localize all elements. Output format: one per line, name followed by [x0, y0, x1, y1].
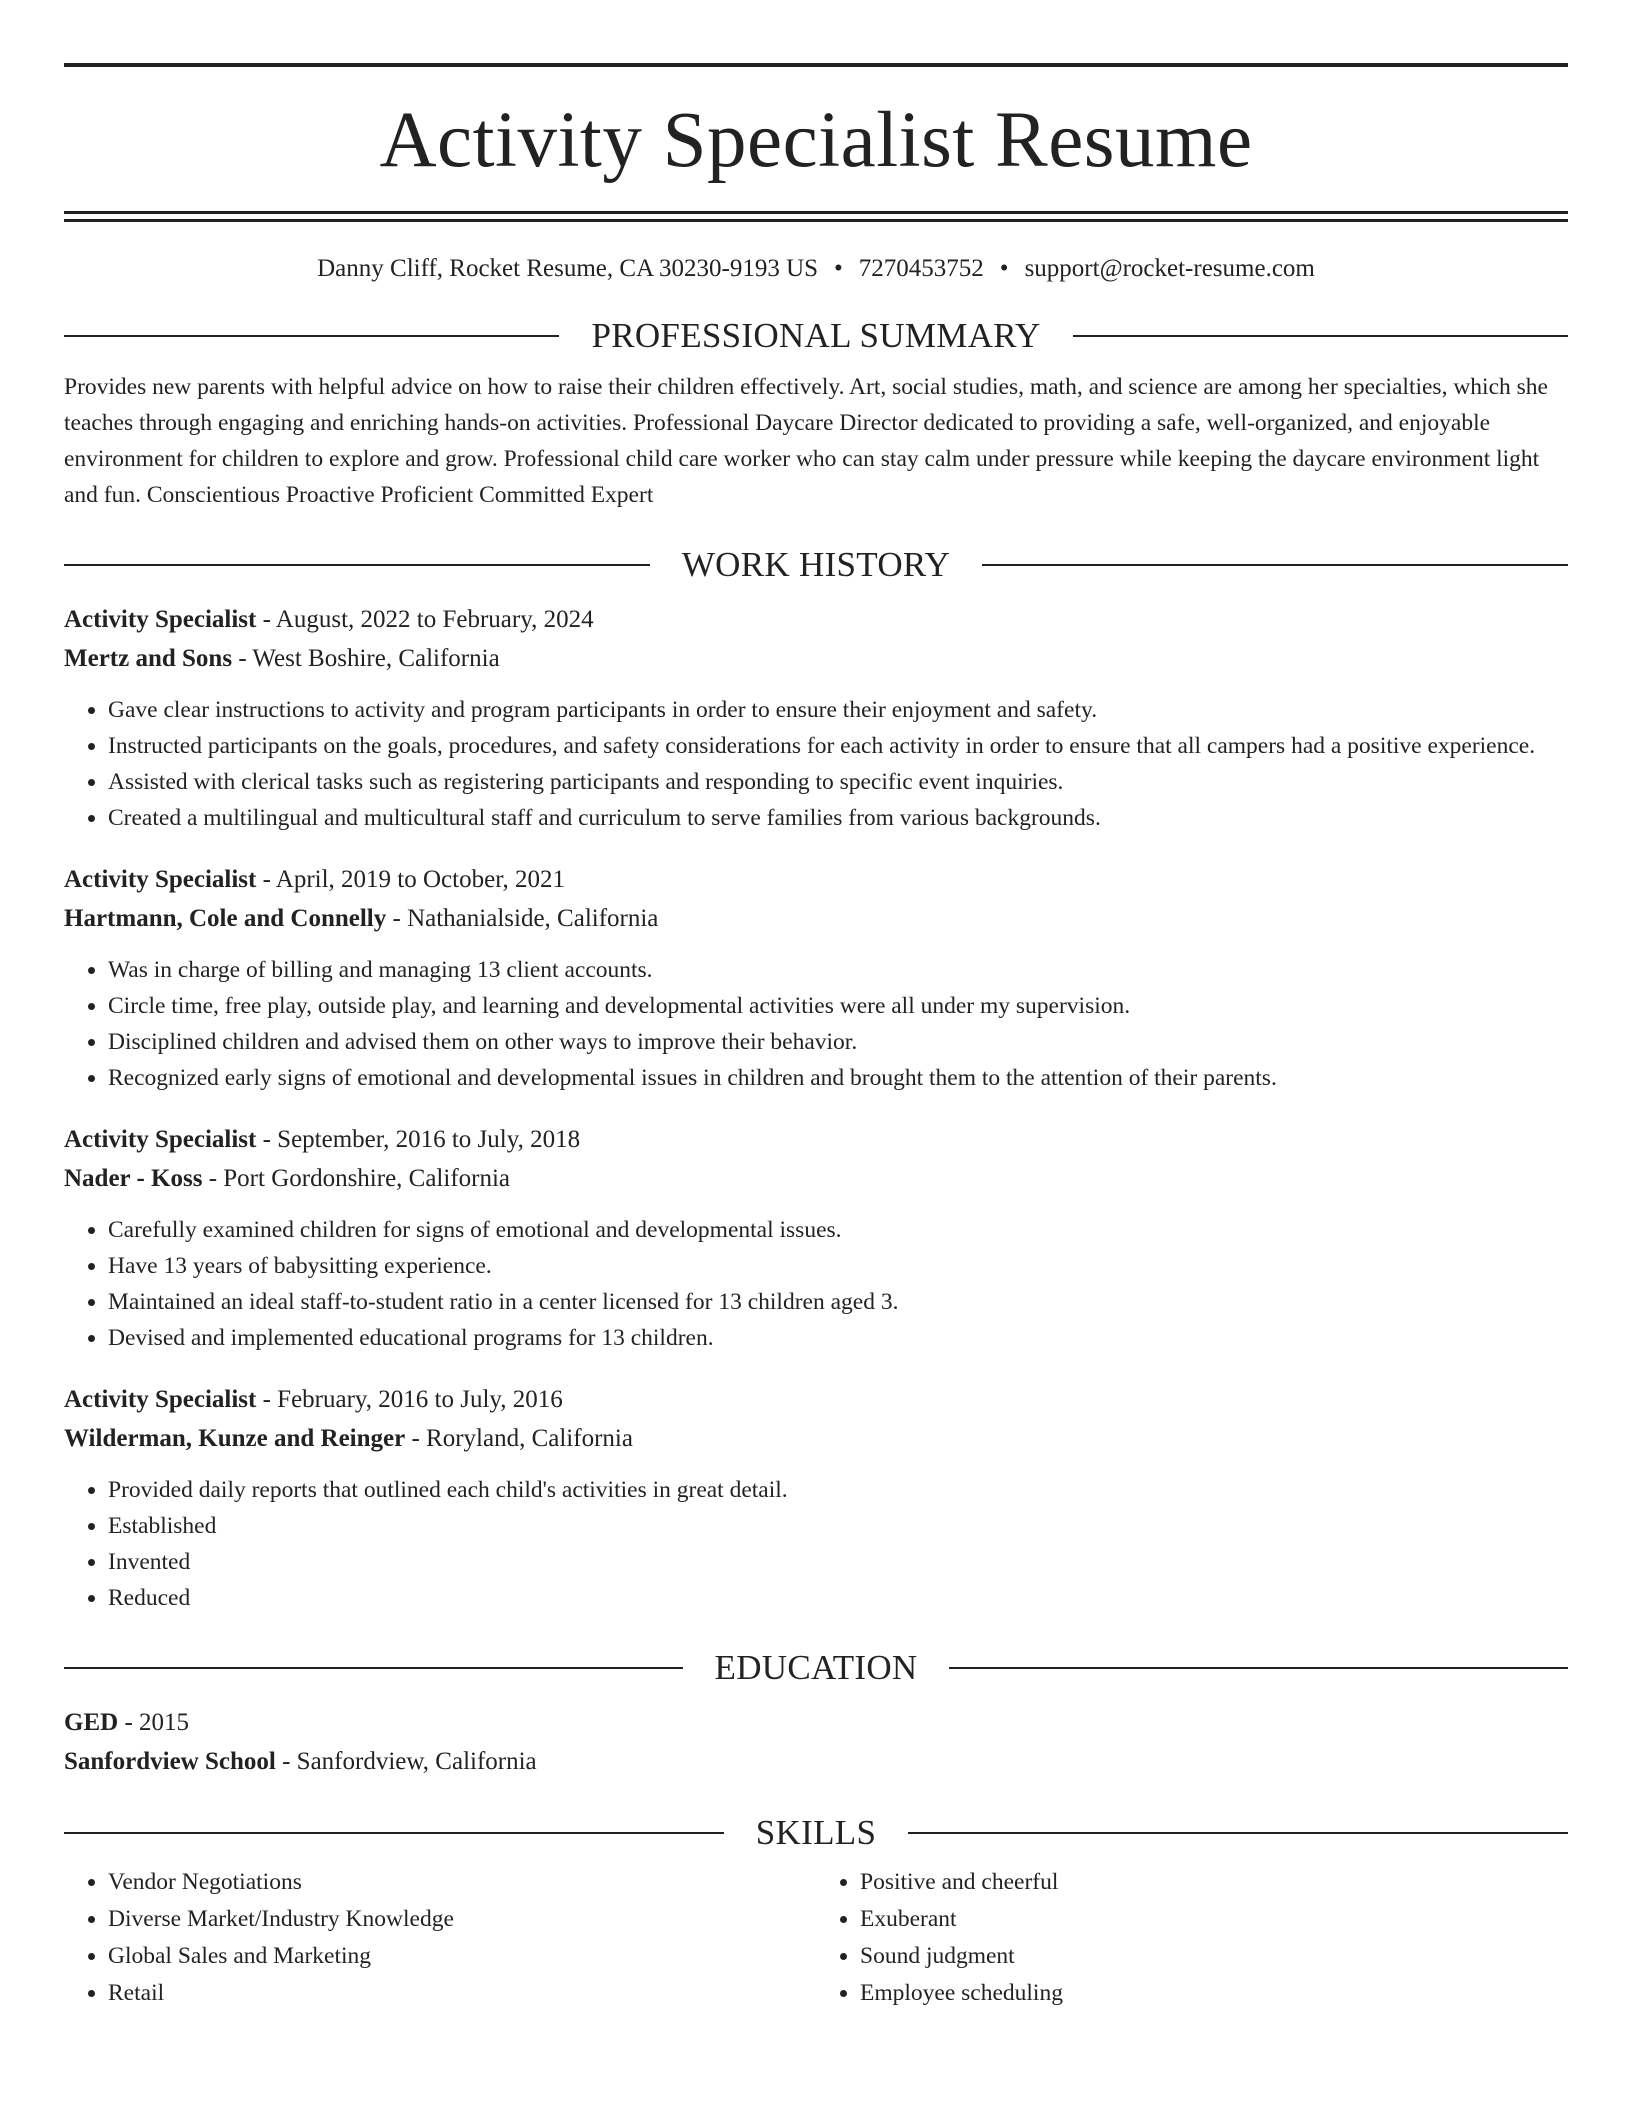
job-company: Wilderman, Kunze and Reinger [64, 1425, 406, 1452]
job-dates: - April, 2019 to October, 2021 [256, 866, 566, 893]
job-entry [64, 1380, 1568, 1616]
section-title: SKILLS [755, 1813, 877, 1852]
resume-page [64, 0, 1568, 2012]
job-location: - Nathanialside, California [386, 905, 659, 932]
skill-item: • Global Sales and Marketing [108, 1938, 816, 1975]
education-degree-line [64, 1703, 1568, 1742]
job-title-line [64, 1120, 1568, 1159]
divider [64, 564, 650, 566]
job-company: Nader - Koss [64, 1165, 203, 1192]
divider [949, 1667, 1568, 1669]
job-title: Activity Specialist [64, 606, 257, 633]
bullet-item: • Established [108, 1508, 1568, 1544]
job-company-line [64, 899, 1568, 938]
bullet-item: • Invented [108, 1544, 1568, 1580]
bullet-item: • Instructed participants on the goals, procedures, and safety considerations for each activity in order to ensure that all campers had a positive experience. [108, 728, 1568, 764]
skill-item: • Retail [108, 1975, 816, 2012]
job-entry [64, 860, 1568, 1096]
education-school-line [64, 1742, 1568, 1781]
bullet-item: • Maintained an ideal staff-to-student ratio in a center licensed for 13 children aged 3. [108, 1284, 1568, 1320]
contact-separator: • [834, 255, 843, 282]
bullet-item: • Provided daily reports that outlined each child's activities in great detail. [108, 1472, 1568, 1508]
bullet-item: • Was in charge of billing and managing 13 client accounts. [108, 952, 1568, 988]
education-location: - Sanfordview, California [275, 1748, 537, 1775]
contact-separator: • [999, 255, 1009, 282]
skill-item: • Diverse Market/Industry Knowledge [108, 1901, 816, 1938]
top-rule [64, 63, 1568, 67]
bullet-item: • Assisted with clerical tasks such as registering participants and responding to specific event inquiries. [108, 764, 1568, 800]
divider [1073, 335, 1568, 337]
bullet-item: • Disciplined children and advised them on other ways to improve their behavior. [108, 1024, 1568, 1060]
divider [64, 1832, 724, 1834]
job-title: Activity Specialist [64, 1386, 257, 1413]
section-title: WORK HISTORY [681, 545, 951, 584]
contact-address: Danny Cliff, Rocket Resume, CA 30230-9193 US [317, 255, 819, 282]
skill-item: • Vendor Negotiations [108, 1864, 816, 1901]
bullet-item: • Carefully examined children for signs of emotional and developmental issues. [108, 1212, 1568, 1248]
contact-line [64, 254, 1568, 284]
education-year: - 2015 [118, 1709, 190, 1736]
job-entry [64, 1120, 1568, 1356]
skill-item: • Positive and cheerful [860, 1864, 1568, 1901]
section-header-education [64, 1650, 1568, 1685]
job-company-line [64, 1159, 1568, 1198]
bullet-item: • Devised and implemented educational programs for 13 children. [108, 1320, 1568, 1356]
contact-phone: 7270453752 [858, 255, 984, 282]
skill-item: • Exuberant [860, 1901, 1568, 1938]
skill-item: • Sound judgment [860, 1938, 1568, 1975]
bullet-item: • Created a multilingual and multicultural staff and curriculum to serve families from various backgrounds. [108, 800, 1568, 836]
job-bullets [64, 1212, 1568, 1356]
job-bullets [64, 1472, 1568, 1616]
job-title-line [64, 1380, 1568, 1419]
divider [64, 335, 559, 337]
education-school: Sanfordview School [64, 1748, 276, 1775]
job-title-line [64, 600, 1568, 639]
divider [982, 564, 1568, 566]
skills-column-left [64, 1864, 816, 2012]
job-title: Activity Specialist [64, 866, 257, 893]
section-title: EDUCATION [714, 1648, 918, 1687]
education-entry [64, 1703, 1568, 1781]
skill-item: • Employee scheduling [860, 1975, 1568, 2012]
contact-email: support@rocket-resume.com [1024, 255, 1315, 282]
job-company: Mertz and Sons [64, 645, 233, 672]
job-location: - West Boshire, California [232, 645, 500, 672]
bullet-item: • Gave clear instructions to activity and program participants in order to ensure their enjoyment and safety. [108, 692, 1568, 728]
bullet-item: • Circle time, free play, outside play, and learning and developmental activities were all under my supervision. [108, 988, 1568, 1024]
title-double-rule [64, 211, 1568, 222]
bullet-item: • Reduced [108, 1580, 1568, 1616]
bullet-item: • Recognized early signs of emotional and developmental issues in children and brought them to the attention of their parents. [108, 1060, 1568, 1096]
job-location: - Roryland, California [405, 1425, 633, 1452]
skills-columns [64, 1864, 1568, 2012]
job-dates: - February, 2016 to July, 2016 [256, 1386, 563, 1413]
section-header-skills [64, 1815, 1568, 1850]
job-title-line [64, 860, 1568, 899]
bullet-item: • Have 13 years of babysitting experience. [108, 1248, 1568, 1284]
job-entry [64, 600, 1568, 836]
section-header-summary [64, 318, 1568, 353]
section-header-work-history [64, 547, 1568, 582]
divider [64, 1667, 683, 1669]
resume-title: Activity Specialist Resume [379, 97, 1253, 184]
job-dates: - September, 2016 to July, 2018 [256, 1126, 581, 1153]
job-company: Hartmann, Cole and Connelly [64, 905, 387, 932]
skills-column-right [816, 1864, 1568, 2012]
job-location: - Port Gordonshire, California [202, 1165, 511, 1192]
job-dates: - August, 2022 to February, 2024 [256, 606, 594, 633]
education-degree: GED [64, 1709, 119, 1736]
job-company-line [64, 1419, 1568, 1458]
job-bullets [64, 952, 1568, 1096]
divider [908, 1832, 1568, 1834]
job-company-line [64, 639, 1568, 678]
job-bullets [64, 692, 1568, 836]
summary-text: Provides new parents with helpful advice on how to raise their children effectively. Art, social studies, math, and science are among her specialties, which she teaches through engaging and enriching hands-on activities. Professional Daycare Director dedicated to providing a safe, well-organized, and enjoyable environment for children to explore and grow. Professional child care worker who can stay calm under pressure while keeping the daycare environment light and fun. Conscientious Proactive Proficient Committed Expert [64, 374, 1548, 508]
section-title: PROFESSIONAL SUMMARY [591, 316, 1041, 355]
job-title: Activity Specialist [64, 1126, 257, 1153]
work-history-list [64, 600, 1568, 1616]
